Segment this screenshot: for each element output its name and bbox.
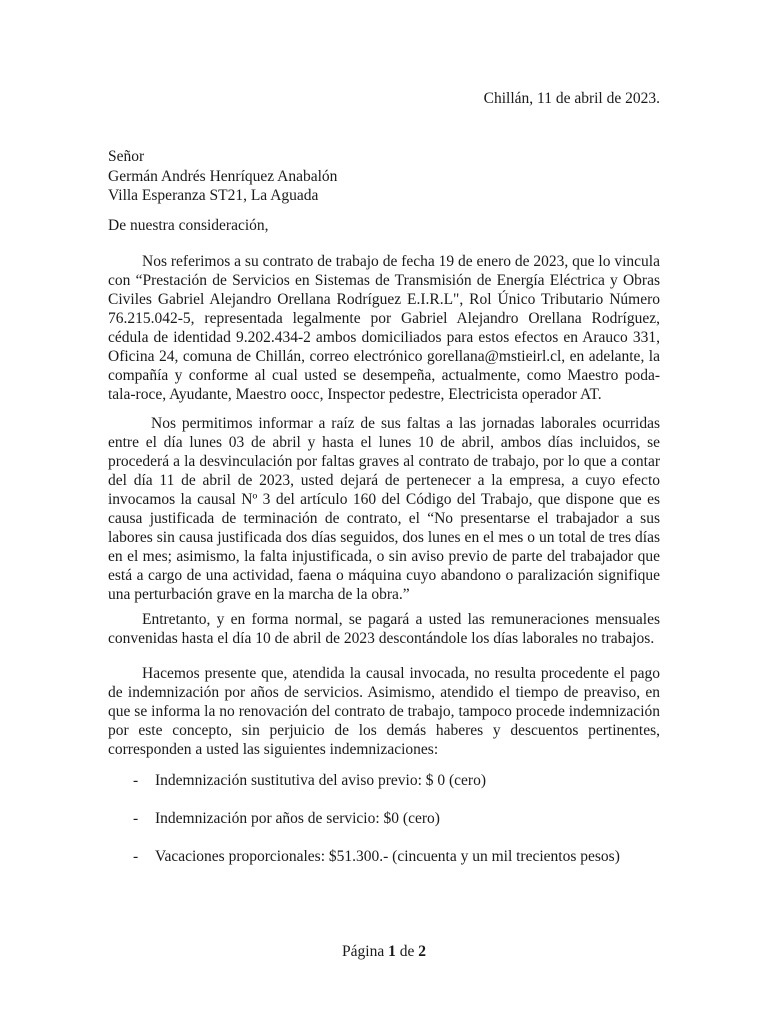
footer-current-page: 1 [388, 943, 396, 960]
greeting: De nuestra consideración, [108, 217, 269, 234]
recipient-block [108, 147, 668, 206]
recipient-address: Villa Esperanza ST21, La Aguada [108, 187, 319, 204]
list-item [133, 848, 620, 866]
paragraph-indemnity: Hacemos presente que, atendida la causal invocada, no resulta procedente el pago de indemnización por años de servicios. Asimismo, atendido el tiempo de preaviso, en que se informa la no renovación del contrato de trabajo, tampoco procede indemnización por este concepto, sin perjuicio de los demás haberes y descuentos pertinentes, corresponden a usted las siguientes indemnizaciones: [108, 665, 660, 758]
footer-middle: de [395, 943, 419, 960]
list-item-text: Indemnización sustitutiva del aviso previo: $ 0 (cero) [155, 772, 487, 789]
list-item [133, 810, 440, 828]
page-footer [0, 943, 768, 961]
paragraph-contract: Nos referimos a su contrato de trabajo de fecha 19 de enero de 2023, que lo vincula con “Prestación de Servicios en Sistemas de Transmisión de Energía Eléctrica y Obras Civiles Gabriel Alejandro Orellana Rodríguez E.I.R.L", Rol Único Tributario Número 76.215.042-5, representada legalmente por Gabriel Alejandro Orellana Rodríguez, cédula de identidad 9.202.434-2 ambos domiciliados para estos efectos en Arauco 331, Oficina 24, comuna de Chillán, correo electrónico gorellana@mstieirl.cl, en adelante, la compañía y conforme al cual usted se desempeña, actualmente, como Maestro poda-tala-roce, Ayudante, Maestro oocc, Inspector pedestre, Electricista operador AT. [108, 253, 660, 403]
list-dash: - [133, 772, 139, 789]
recipient-title: Señor [108, 148, 145, 165]
list-dash: - [133, 848, 139, 865]
paragraph-payment: Entretanto, y en forma normal, se pagará a usted las remuneraciones mensuales convenidas hasta el día 10 de abril de 2023 descontándole los días laborales no trabajos. [108, 611, 660, 647]
paragraph-dismissal: Nos permitimos informar a raíz de sus faltas a las jornadas laborales ocurridas entre el día lunes 03 de abril y hasta el lunes 10 de abril, ambos días incluidos, se procederá a la desvinculación por faltas graves al contrato de trabajo, por lo que a contar del día 11 de abril de 2023, usted dejará de pertenecer a la empresa, a cuyo efecto invocamos la causal Nº 3 del artículo 160 del Código del Trabajo, que dispone que es causa justificada de terminación de contrato, el “No presentarse el trabajador a sus labores sin causa justificada dos días seguidos, dos lunes en el mes o un total de tres días en el mes; asimismo, la falta injustificada, o sin aviso previo de parte del trabajador que está a cargo de una actividad, faena o máquina cuyo abandono o paralización signifique una perturbación grave en la marcha de la obra.” [108, 415, 660, 603]
recipient-name: Germán Andrés Henríquez Anabalón [108, 167, 338, 185]
list-dash: - [133, 810, 139, 827]
footer-total-pages: 2 [418, 943, 426, 960]
list-item-text: Vacaciones proporcionales: $51.300.- (cincuenta y un mil trecientos pesos) [155, 848, 620, 865]
date-line: Chillán, 11 de abril de 2023. [483, 90, 660, 107]
list-item-text: Indemnización por años de servicio: $0 (cero) [155, 810, 440, 827]
list-item [133, 772, 486, 790]
footer-prefix: Página [342, 943, 389, 960]
